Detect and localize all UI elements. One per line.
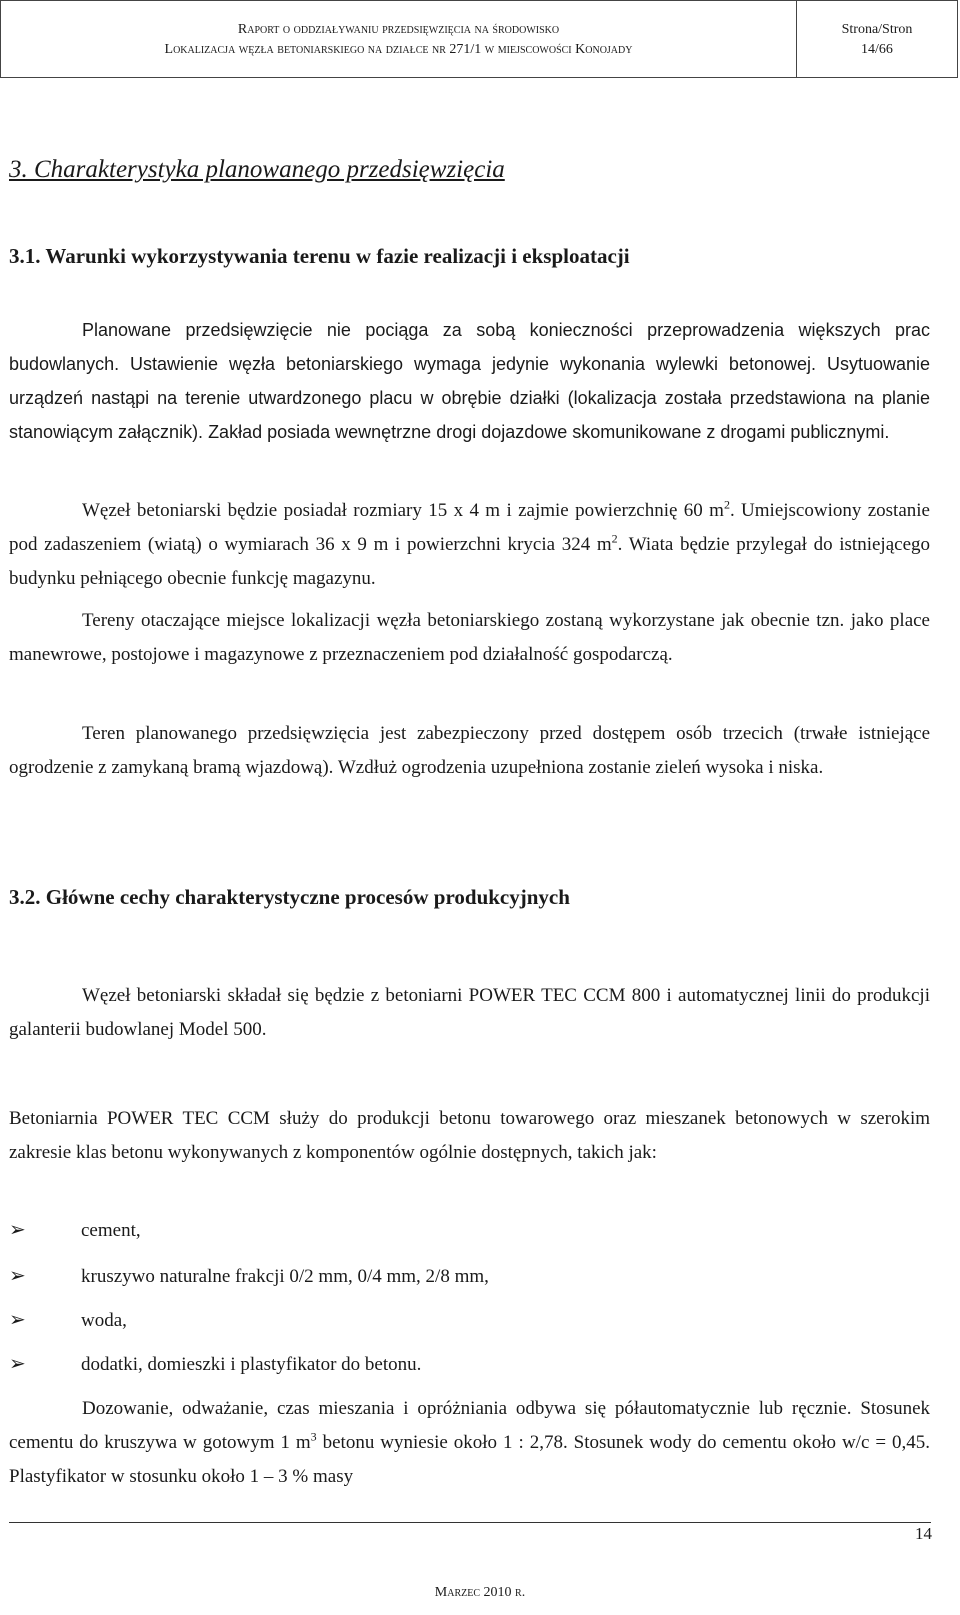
list-item	[9, 1305, 127, 1335]
header-page-value: 14/66	[861, 42, 893, 57]
superscript-2b: 2	[611, 531, 618, 546]
section-3-2-paragraph-1: Węzeł betoniarski składał się będzie z betoniarni POWER TEC CCM 800 i automatycznej linii do produkcji galanterii budowlanej Model 500.	[9, 985, 930, 1040]
arrow-bullet-icon: ➢	[9, 1263, 26, 1287]
paragraph-2-part-3: . Wiata będzie przylegał do istniejącego budynku pełniącego obecnie funkcję magazynu.	[9, 534, 931, 589]
section-3-1-heading: 3.1. Warunki wykorzystywania terenu w fazie realizacji i eksploatacji	[9, 244, 630, 268]
header-page-info	[797, 1, 957, 77]
list-item-text: woda,	[81, 1310, 127, 1331]
arrow-bullet-icon: ➢	[9, 1217, 26, 1241]
footer-page-number: 14	[915, 1524, 932, 1543]
paragraph-2-part-1: Węzeł betoniarski będzie posiadał rozmiary 15 x 4 m i zajmie powierzchnię 60 m	[82, 500, 724, 521]
arrow-bullet-icon: ➢	[9, 1351, 26, 1375]
list-item	[9, 1349, 421, 1379]
section-3-1-paragraph-1: Planowane przedsięwzięcie nie pociąga za sobą konieczności przeprowadzenia większych prac budowlanych. Ustawienie węzła betoniarskiego wymaga jedynie wykonania wylewki betonowej. Usytuowanie urządzeń nastąpi na terenie utwardzonego placu w obrębie działki (lokalizacja została przedstawiona na planie stanowiącym załącznik). Zakład posiada wewnętrzne drogi dojazdowe skomunikowane z drogami publicznymi.	[9, 320, 930, 442]
paragraph-3-part-2: betonu wyniesie około 1 : 2,78. Stosunek wody do cementu około w/c = 0,45. Plastyfikator w stosunku około 1 – 3 % masy	[9, 1432, 930, 1487]
section-3-2-paragraph-3	[9, 1392, 930, 1494]
superscript-2a: 2	[723, 497, 730, 512]
paragraph-2-part-2: . Umiejscowiony zostanie pod zadaszeniem (wiatą) o wymiarach 36 x 9 m i powierzchni krycia 324 m	[9, 500, 930, 555]
superscript-3: 3	[310, 1429, 317, 1444]
section-3-heading: 3. Charakterystyka planowanego przedsięwzięcia	[9, 156, 505, 183]
footer-date: Marzec 2010 r.	[434, 1585, 526, 1600]
section-3-1-paragraph-4: Teren planowanego przedsięwzięcia jest zabezpieczony przed dostępem osób trzecich (trwałe istniejące ogrodzenie z zamykaną bramą wjazdową). Wzdłuż ogrodzenia uzupełniona zostanie zieleń wysoka i niska.	[9, 723, 930, 778]
section-3-1-paragraph-3: Tereny otaczające miejsce lokalizacji węzła betoniarskiego zostaną wykorzystane jak obecnie tzn. jako place manewrowe, postojowe i magazynowe z przeznaczeniem pod działalność gospodarczą.	[9, 610, 930, 665]
list-item-text: cement,	[81, 1220, 141, 1241]
list-item	[9, 1261, 489, 1291]
footer-divider	[9, 1522, 931, 1523]
section-3-2-paragraph-2: Betoniarnia POWER TEC CCM służy do produkcji betonu towarowego oraz mieszanek betonowych w szerokim zakresie klas betonu wykonywanych z komponentów ogólnie dostępnych, takich jak:	[9, 1108, 930, 1163]
header-page-label: Strona/Stron	[841, 22, 913, 37]
arrow-bullet-icon: ➢	[9, 1307, 26, 1331]
section-3-1-paragraph-2	[9, 494, 930, 596]
list-item-text: kruszywo naturalne frakcji 0/2 mm, 0/4 mm, 2/8 mm,	[81, 1266, 489, 1287]
section-3-2-heading: 3.2. Główne cechy charakterystyczne procesów produkcyjnych	[9, 885, 570, 909]
header-title-line1: Raport o oddziaływaniu przedsięwzięcia na środowisko	[237, 22, 560, 37]
list-item-text: dodatki, domieszki i plastyfikator do betonu.	[81, 1354, 422, 1375]
page-header	[0, 0, 958, 78]
header-title-line2: Lokalizacja węzła betoniarskiego na działce nr 271/1 w miejscowości Konojady	[164, 42, 633, 57]
header-document-title	[1, 1, 797, 77]
list-item	[9, 1215, 141, 1245]
paragraph-3-part-1: Dozowanie, odważanie, czas mieszania i opróżniania odbywa się półautomatycznie lub ręcznie. Stosunek cementu do kruszywa w gotowym 1 m	[9, 1398, 930, 1453]
